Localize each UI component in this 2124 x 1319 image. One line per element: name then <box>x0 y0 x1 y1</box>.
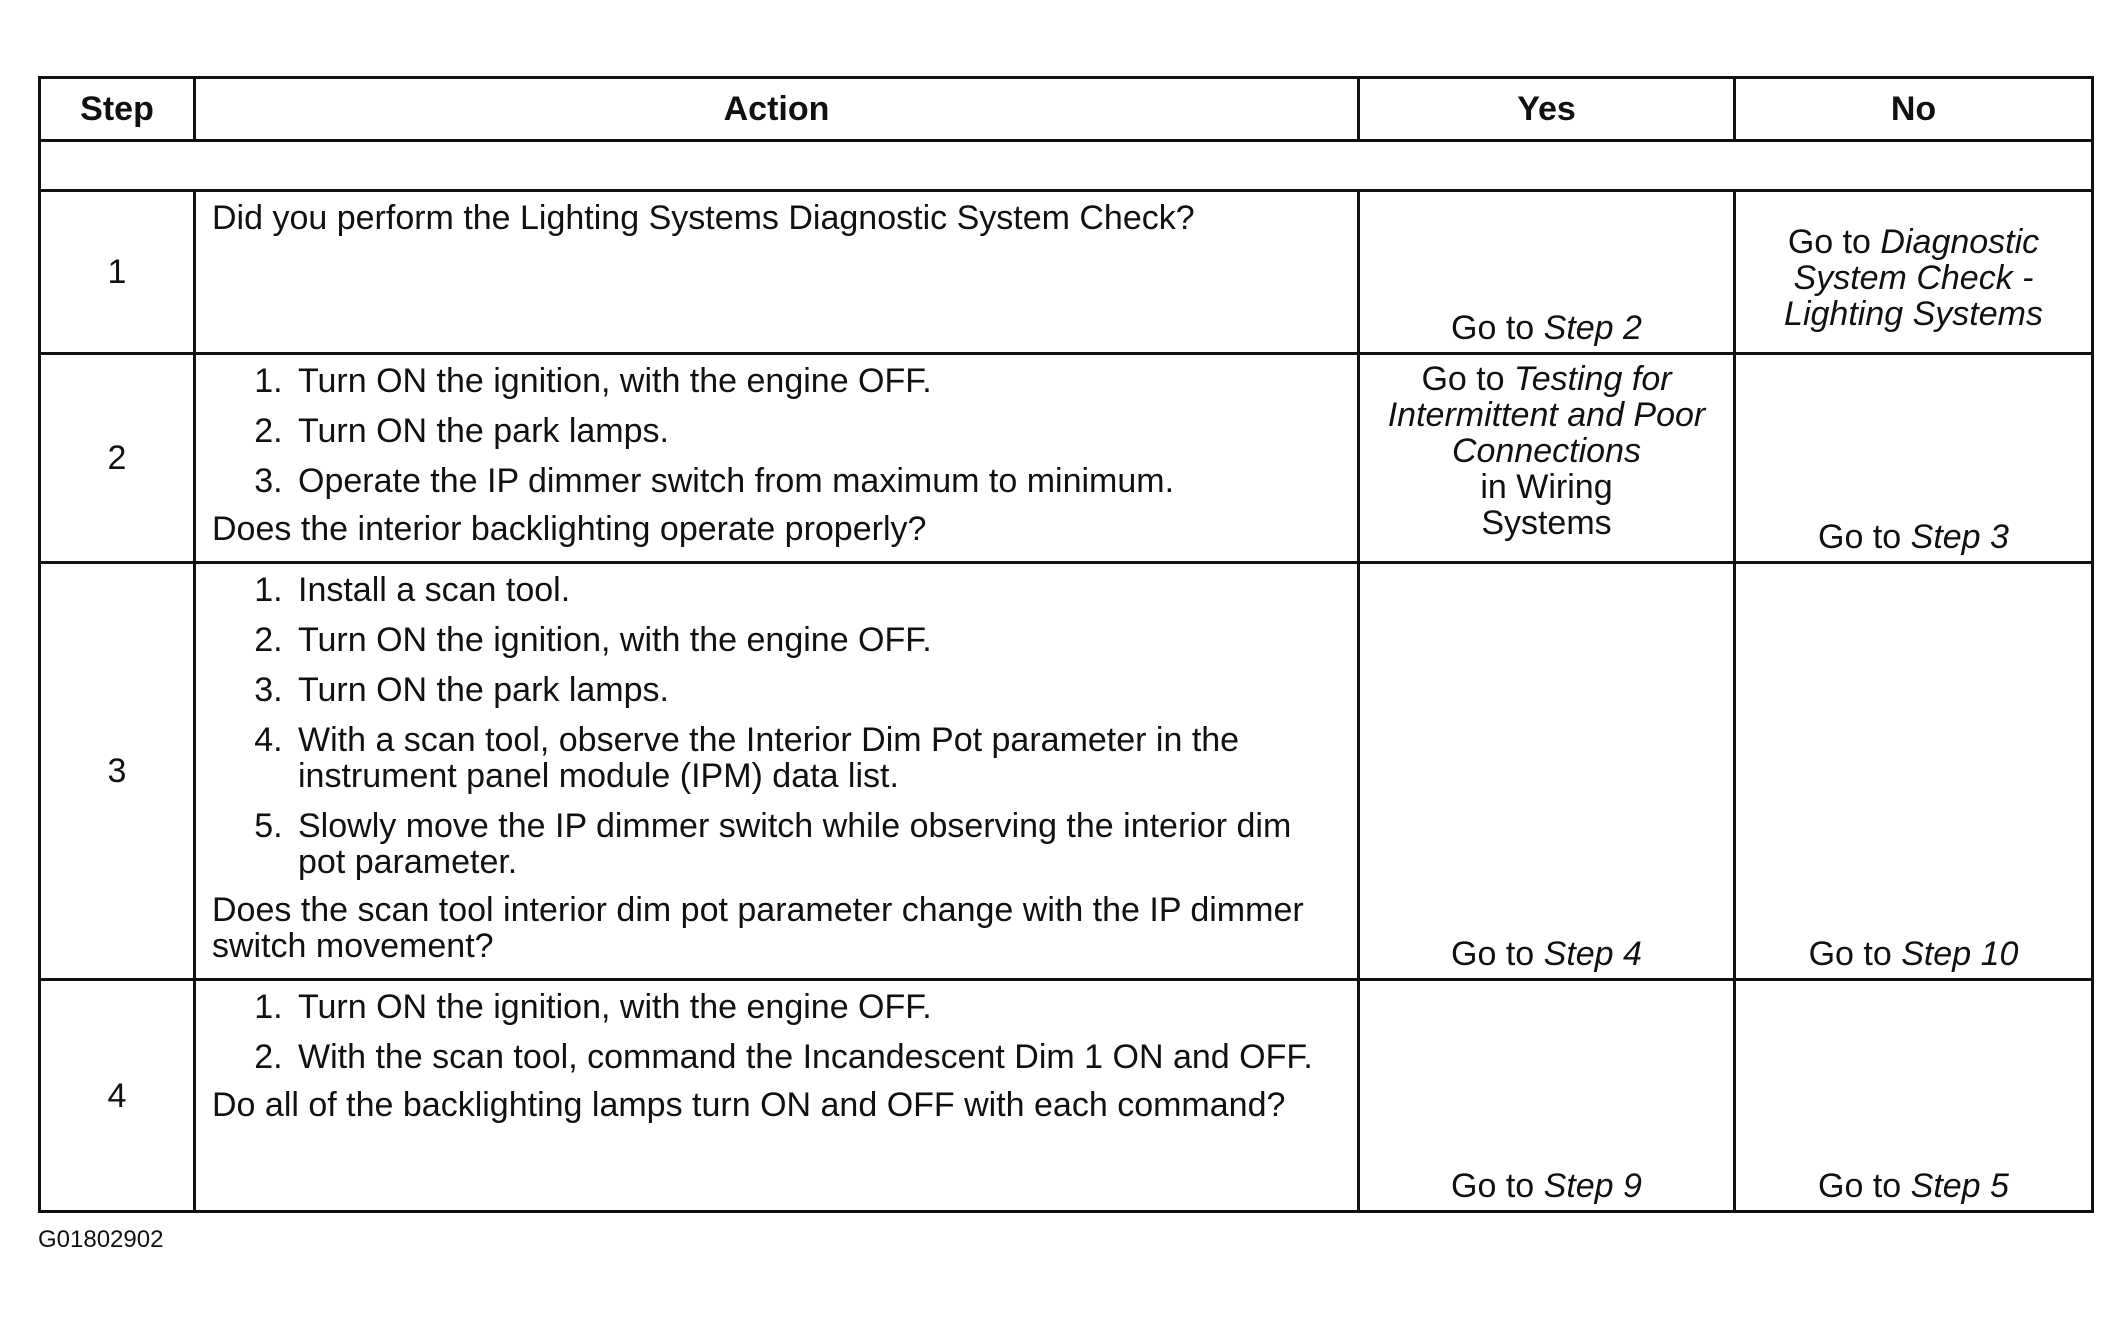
action-cell <box>195 191 1359 354</box>
action-steps-list <box>212 363 1343 499</box>
yes-suffix: Systems <box>1481 504 1612 542</box>
diagnostic-table <box>38 76 2094 1213</box>
action-step: 2. Turn ON the ignition, with the engine OFF. <box>292 622 1343 658</box>
table-row <box>40 354 2093 563</box>
yes-link[interactable]: Testing for <box>1514 360 1672 398</box>
action-step: 1. Turn ON the ignition, with the engine OFF. <box>292 363 1343 399</box>
yes-cell <box>1359 191 1735 354</box>
no-cell <box>1735 354 2093 563</box>
no-link[interactable]: Diagnostic <box>1880 223 2040 261</box>
action-step: 4. With a scan tool, observe the Interior Dim Pot parameter in the instrument panel module (IPM) data list. <box>292 722 1343 794</box>
action-step: 1. Install a scan tool. <box>292 572 1343 608</box>
table-row <box>40 563 2093 980</box>
no-prefix: Go to <box>1818 518 1911 556</box>
action-steps-list <box>212 572 1343 880</box>
yes-link[interactable]: Step 2 <box>1543 309 1642 347</box>
header-step: Step <box>40 78 195 141</box>
action-cell <box>195 980 1359 1212</box>
no-link[interactable]: Lighting Systems <box>1784 295 2043 333</box>
no-cell <box>1735 980 2093 1212</box>
no-link[interactable]: System Check - <box>1793 259 2034 297</box>
action-step: 3. Operate the IP dimmer switch from maximum to minimum. <box>292 463 1343 499</box>
step-number: 4 <box>40 980 195 1212</box>
action-step: 2. With the scan tool, command the Incandescent Dim 1 ON and OFF. <box>292 1039 1343 1075</box>
step-number: 1 <box>40 191 195 354</box>
action-step: 2. Turn ON the park lamps. <box>292 413 1343 449</box>
header-action: Action <box>195 78 1359 141</box>
step-number: 3 <box>40 563 195 980</box>
table-row <box>40 191 2093 354</box>
yes-prefix: Go to <box>1451 935 1544 973</box>
yes-suffix: in Wiring <box>1480 468 1613 506</box>
yes-cell <box>1359 980 1735 1212</box>
yes-cell <box>1359 354 1735 563</box>
yes-prefix: Go to <box>1451 1167 1544 1205</box>
step-number: 2 <box>40 354 195 563</box>
no-link[interactable]: Step 3 <box>1910 518 2009 556</box>
header-no: No <box>1735 78 2093 141</box>
yes-link[interactable]: Step 9 <box>1543 1167 1642 1205</box>
no-link[interactable]: Step 5 <box>1910 1167 2009 1205</box>
yes-prefix: Go to <box>1451 309 1544 347</box>
no-cell <box>1735 191 2093 354</box>
no-link[interactable]: Step 10 <box>1901 935 2019 973</box>
no-prefix: Go to <box>1787 223 1881 261</box>
yes-link[interactable]: Intermittent and Poor <box>1387 396 1706 434</box>
action-cell <box>195 563 1359 980</box>
action-step: 1. Turn ON the ignition, with the engine OFF. <box>292 989 1343 1025</box>
spacer-cell <box>40 141 2093 191</box>
header-yes: Yes <box>1359 78 1735 141</box>
no-cell <box>1735 563 2093 980</box>
action-steps-list <box>212 989 1343 1075</box>
table-spacer-row <box>40 141 2093 191</box>
no-prefix: Go to <box>1818 1167 1911 1205</box>
yes-link[interactable]: Connections <box>1451 432 1641 470</box>
table-header-row <box>40 78 2093 141</box>
yes-cell <box>1359 563 1735 980</box>
figure-id-label: G01802902 <box>38 1226 164 1253</box>
yes-link[interactable]: Step 4 <box>1543 935 1642 973</box>
table-row <box>40 980 2093 1212</box>
action-question: Does the scan tool interior dim pot parameter change with the IP dimmer switch movement? <box>212 891 1304 965</box>
yes-prefix: Go to <box>1421 360 1515 398</box>
action-question: Does the interior backlighting operate properly? <box>212 510 927 548</box>
action-step: 5. Slowly move the IP dimmer switch while observing the interior dim pot parameter. <box>292 808 1343 880</box>
action-cell <box>195 354 1359 563</box>
action-question: Do all of the backlighting lamps turn ON and OFF with each command? <box>212 1086 1286 1124</box>
no-prefix: Go to <box>1808 935 1902 973</box>
action-question: Did you perform the Lighting Systems Diagnostic System Check? <box>212 199 1195 237</box>
action-step: 3. Turn ON the park lamps. <box>292 672 1343 708</box>
